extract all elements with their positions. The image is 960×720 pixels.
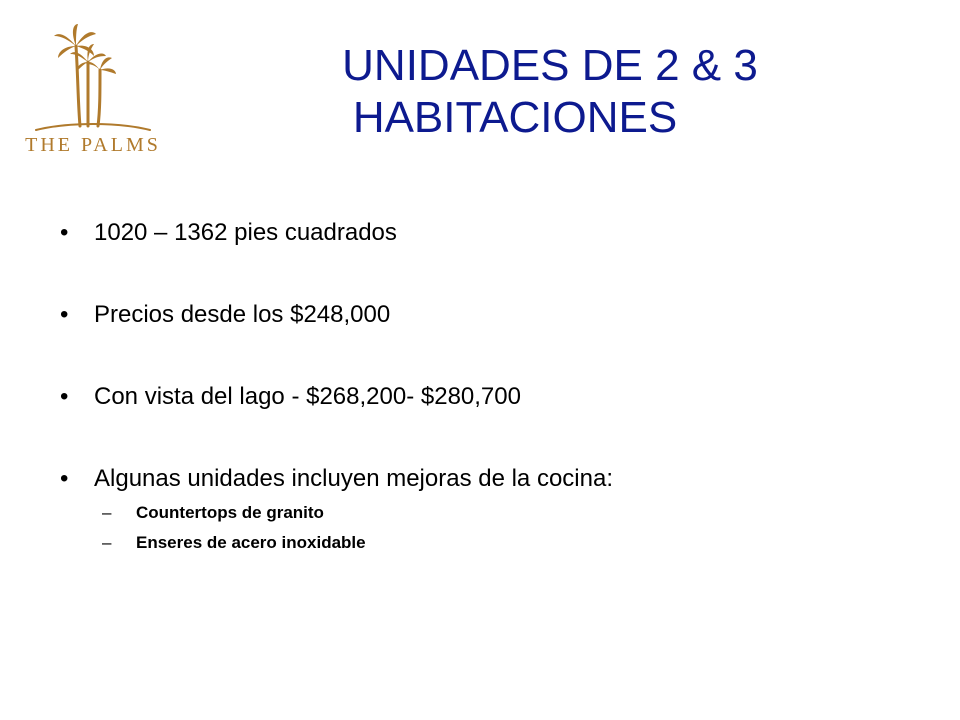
title-line-1: UNIDADES DE 2 & 3 — [342, 41, 758, 90]
bullet-item — [58, 464, 918, 494]
sub-bullet-marker: – — [102, 503, 112, 522]
bullet-item — [58, 218, 918, 248]
sub-bullet-text: Enseres de acero inoxidable — [136, 533, 366, 552]
bullet-marker: • — [60, 383, 69, 410]
bullet-text: Algunas unidades incluyen mejoras de la cocina: — [94, 465, 613, 492]
bullet-text: Precios desde los $248,000 — [94, 301, 391, 328]
bullet-marker: • — [60, 301, 69, 328]
sub-bullet-text: Countertops de granito — [136, 503, 324, 522]
bullet-text: Con vista del lago - $268,200- $280,700 — [94, 383, 521, 410]
title-line-2: HABITACIONES — [352, 93, 678, 142]
bullet-marker: • — [60, 219, 69, 246]
bullet-item — [58, 300, 918, 330]
the-palms-logo — [18, 18, 168, 168]
sub-bullet-item — [58, 502, 918, 524]
sub-bullet-marker: – — [102, 533, 112, 552]
slide-title — [180, 40, 880, 144]
logo-wordmark: THE PALMS — [25, 134, 161, 156]
bullet-item — [58, 382, 918, 412]
bullet-text: 1020 – 1362 pies cuadrados — [94, 219, 397, 246]
sub-bullet-item — [58, 532, 918, 554]
bullet-marker: • — [60, 465, 69, 492]
bullet-list — [58, 212, 918, 554]
